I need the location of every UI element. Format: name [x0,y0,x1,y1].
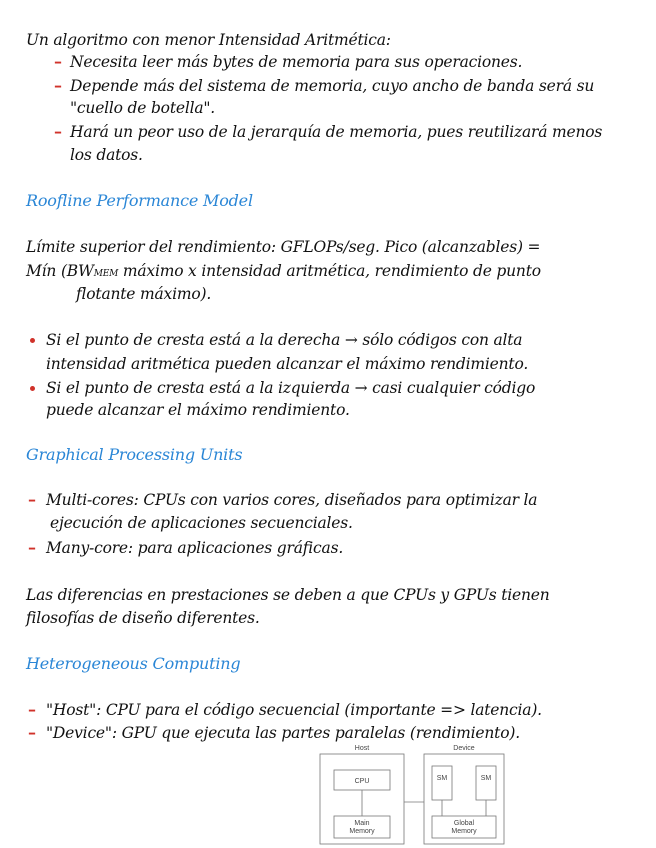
main-memory-label: Memory [349,828,375,835]
paragraph-text: Las diferencias en prestaciones se deben a que CPUs y GPUs tienen [26,586,550,604]
red-dash-bullet: – [54,122,62,141]
bullet-text: Multi-cores: CPUs con varios cores, diseñados para optimizar la [46,491,538,509]
sm-label: SM [480,775,492,782]
red-dot-bullet [30,386,35,391]
sm-box [476,766,496,800]
bullet-text: Necesita leer más bytes de memoria para sus operaciones. [70,53,523,71]
global-memory-label: Global [453,820,475,827]
bullet-text: los datos. [70,146,143,164]
red-dash-bullet: – [28,538,36,557]
red-dash-bullet: – [28,723,36,742]
bullet-text: ejecución de aplicaciones secuenciales. [50,514,353,532]
bullet-text: Many-core: para aplicaciones gráficas. [46,539,344,557]
global-memory-label: Memory [451,828,477,835]
subscript: MEM [93,269,119,279]
red-dash-bullet: – [28,700,36,719]
bullet-text: Si el punto de cresta está a la derecha → sólo códigos con alta [46,331,523,349]
red-dash-bullet: – [54,76,62,95]
sm-box [432,766,452,800]
bullet-text: "cuello de botella". [70,99,216,117]
paragraph-text: filosofías de diseño diferentes. [26,609,260,627]
bullet-text: puede alcanzar el máximo rendimiento. [46,401,350,419]
cpu-label: CPU [354,778,370,785]
bullet-text: Si el punto de cresta está a la izquierda → casi cualquier código [46,379,536,397]
bullet-text: Hará un peor uso de la jerarquía de memoria, pues reutilizará menos [70,123,603,141]
roofline-text: máximo x intensidad aritmética, rendimiento de punto [122,262,541,280]
roofline-text: Mín (BW [26,262,94,280]
bullet-text: Depende más del sistema de memoria, cuyo ancho de banda será su [70,77,595,95]
sm-label: SM [436,775,448,782]
roofline-text-row [26,261,541,284]
red-dash-bullet: – [54,52,62,71]
intro-text: Un algoritmo con menor Intensidad Aritmética: [26,31,391,49]
red-dot-bullet [30,338,35,343]
bullet-text: "Device": GPU que ejecuta las partes paralelas (rendimiento). [46,724,520,742]
host-device-diagram [318,742,508,846]
section-heading-gpu: Graphical Processing Units [26,445,243,464]
host-label: Host [354,745,370,752]
bullet-text: intensidad aritmética pueden alcanzar el máximo rendimiento. [46,355,529,373]
main-memory-label: Main [354,820,370,827]
section-heading-roofline: Roofline Performance Model [26,191,253,210]
roofline-text: flotante máximo). [76,285,212,303]
red-dash-bullet: – [28,490,36,509]
roofline-text: Límite superior del rendimiento: GFLOPs/seg. Pico (alcanzables) = [26,238,541,256]
bullet-text: "Host": CPU para el código secuencial (importante => latencia). [46,701,542,719]
section-heading-heterogeneous: Heterogeneous Computing [26,654,241,673]
device-label: Device [453,745,475,752]
